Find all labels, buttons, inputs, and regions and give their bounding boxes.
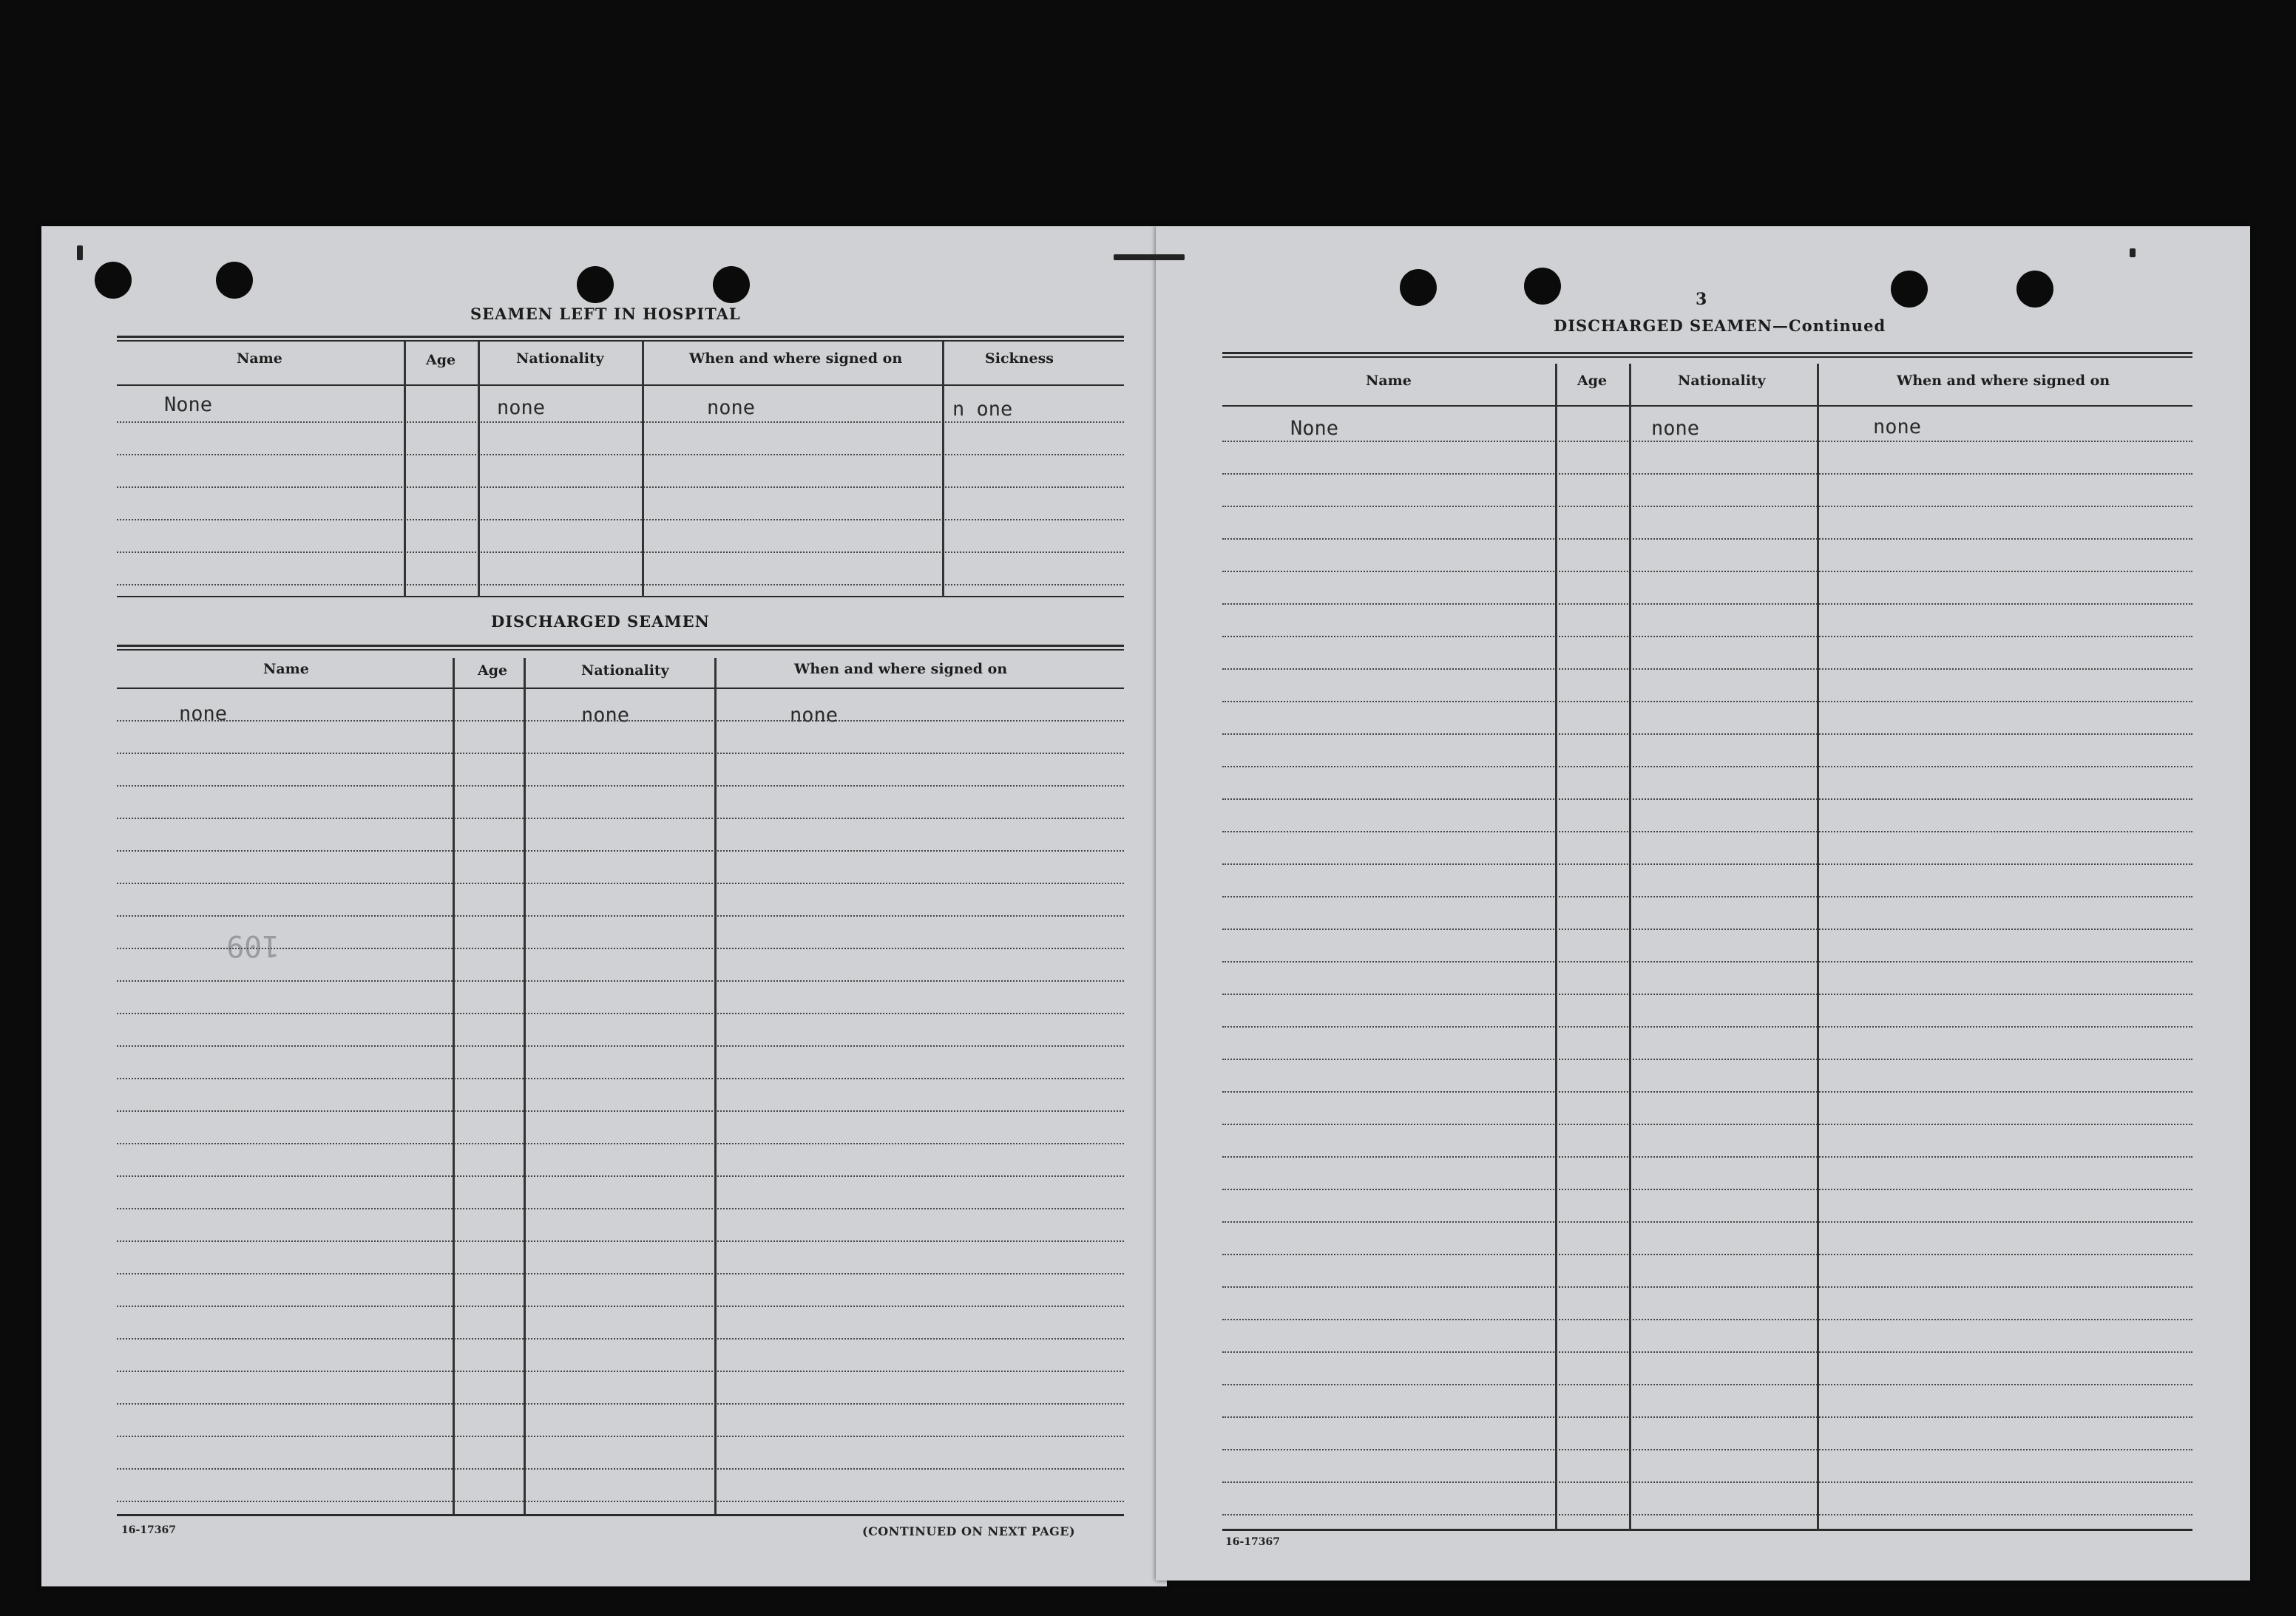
ink-mark: [77, 245, 83, 260]
punch-hole: [95, 262, 132, 299]
hospital-column-divider: [404, 342, 406, 597]
discharged-row-line: [117, 980, 1124, 982]
right-header-rule: [1222, 405, 2192, 407]
right-column-divider: [1555, 364, 1557, 1530]
form-number: 16-17367: [121, 1524, 176, 1536]
hospital-column-divider: [642, 342, 644, 597]
discharged-top-rule: [117, 645, 1124, 647]
discharged-col-signed-on: When and where signed on: [794, 661, 1008, 677]
right-column-divider: [1629, 364, 1631, 1530]
discharged-name-value: none: [179, 702, 228, 725]
right-signed-on-value: none: [1873, 415, 1922, 438]
hospital-top-rule: [117, 336, 1124, 338]
hospital-row-line: [117, 421, 1124, 423]
hospital-nationality-value: none: [497, 396, 546, 419]
discharged-col-nationality: Nationality: [581, 662, 669, 679]
discharged-column-divider: [714, 658, 717, 1514]
right-row-line: [1222, 1351, 2192, 1353]
right-row-line: [1222, 733, 2192, 735]
right-row-line: [1222, 1449, 2192, 1450]
right-row-line: [1222, 1416, 2192, 1418]
hospital-sickness-value: n one: [952, 398, 1013, 421]
right-row-line: [1222, 1091, 2192, 1093]
hospital-row-line: [117, 584, 1124, 585]
right-row-line: [1222, 1059, 2192, 1060]
discharged-row-line: [117, 753, 1124, 754]
right-col-nationality: Nationality: [1678, 373, 1766, 389]
punch-hole: [1524, 268, 1561, 305]
right-row-line: [1222, 538, 2192, 540]
discharged-row-line: [117, 818, 1124, 819]
discharged-column-divider: [453, 658, 455, 1514]
right-row-line: [1222, 1514, 2192, 1515]
discharged-col-age: Age: [478, 662, 508, 679]
discharged-top-rule-2: [117, 649, 1124, 651]
discharged-row-line: [117, 1045, 1124, 1047]
right-row-line: [1222, 1189, 2192, 1190]
right-row-line: [1222, 603, 2192, 605]
punch-hole: [713, 266, 750, 303]
ink-mark: [2130, 248, 2136, 257]
right-row-line: [1222, 1221, 2192, 1223]
right-row-line: [1222, 766, 2192, 767]
right-form-number: 16-17367: [1225, 1536, 1280, 1548]
discharged-row-line: [117, 1110, 1124, 1112]
discharged-row-line: [117, 915, 1124, 917]
discharged-continued-title: DISCHARGED SEAMEN—Continued: [1554, 316, 1886, 335]
left-page: [41, 226, 1167, 1586]
right-row-line: [1222, 1254, 2192, 1255]
punch-hole: [1891, 271, 1928, 308]
punch-hole: [216, 262, 253, 299]
right-row-line: [1222, 1384, 2192, 1385]
hospital-bottom-rule: [117, 596, 1124, 597]
discharged-row-line: [117, 1013, 1124, 1014]
right-top-rule-2: [1222, 356, 2192, 358]
right-row-line: [1222, 961, 2192, 963]
right-nationality-value: none: [1651, 417, 1700, 440]
right-row-line: [1222, 798, 2192, 800]
discharged-row-line: [117, 1436, 1124, 1437]
right-page: [1156, 226, 2250, 1581]
continued-note: (CONTINUED ON NEXT PAGE): [862, 1524, 1076, 1538]
right-row-line: [1222, 441, 2192, 442]
right-col-name: Name: [1366, 373, 1412, 389]
right-row-line: [1222, 506, 2192, 507]
right-row-line: [1222, 896, 2192, 897]
discharged-row-line: [117, 1240, 1124, 1242]
discharged-col-name: Name: [263, 661, 309, 677]
discharged-row-line: [117, 1175, 1124, 1177]
hospital-header-rule: [117, 384, 1124, 386]
right-row-line: [1222, 994, 2192, 995]
discharged-row-line: [117, 1273, 1124, 1274]
hospital-col-nationality: Nationality: [516, 350, 604, 367]
discharged-row-line: [117, 883, 1124, 884]
right-top-rule: [1222, 352, 2192, 354]
discharged-header-rule: [117, 688, 1124, 689]
discharged-row-line: [117, 1468, 1124, 1470]
discharged-nationality-value: none: [581, 704, 630, 727]
hospital-col-name: Name: [237, 350, 282, 367]
hospital-row-line: [117, 551, 1124, 553]
ink-mark: [1114, 254, 1185, 260]
page-stamp: 109: [226, 928, 280, 963]
discharged-signed-on-value: none: [790, 704, 839, 727]
hospital-name-value: None: [164, 393, 213, 416]
hospital-signed-on-value: none: [707, 396, 756, 419]
right-row-line: [1222, 831, 2192, 832]
hospital-col-age: Age: [426, 352, 456, 368]
hospital-column-divider: [478, 342, 480, 597]
discharged-row-line: [117, 1501, 1124, 1502]
right-column-divider: [1817, 364, 1819, 1530]
discharged-section-title: DISCHARGED SEAMEN: [491, 612, 710, 631]
right-row-line: [1222, 473, 2192, 475]
hospital-column-divider: [942, 342, 944, 597]
right-row-line: [1222, 1481, 2192, 1483]
hospital-section-title: SEAMEN LEFT IN HOSPITAL: [470, 305, 741, 323]
punch-hole: [577, 266, 614, 303]
right-bottom-rule: [1222, 1529, 2192, 1531]
punch-hole: [2016, 271, 2053, 308]
page-number: 3: [1696, 290, 1707, 309]
punch-hole: [1400, 269, 1437, 306]
right-row-line: [1222, 1124, 2192, 1125]
discharged-row-line: [117, 1403, 1124, 1405]
hospital-top-rule-2: [117, 340, 1124, 342]
discharged-row-line: [117, 785, 1124, 787]
right-name-value: None: [1290, 417, 1339, 440]
discharged-column-divider: [524, 658, 526, 1514]
hospital-col-signed-on: When and where signed on: [689, 350, 903, 367]
discharged-bottom-rule: [117, 1514, 1124, 1516]
right-row-line: [1222, 1319, 2192, 1320]
right-row-line: [1222, 668, 2192, 670]
discharged-row-line: [117, 948, 1124, 949]
discharged-row-line: [117, 1078, 1124, 1079]
right-row-line: [1222, 636, 2192, 637]
discharged-row-line: [117, 1338, 1124, 1340]
right-row-line: [1222, 1026, 2192, 1028]
hospital-col-sickness: Sickness: [985, 350, 1054, 367]
right-row-line: [1222, 928, 2192, 930]
hospital-row-line: [117, 454, 1124, 455]
right-row-line: [1222, 1156, 2192, 1158]
discharged-row-line: [117, 1143, 1124, 1144]
discharged-row-line: [117, 1371, 1124, 1372]
discharged-row-line: [117, 850, 1124, 852]
right-col-signed-on: When and where signed on: [1897, 373, 2110, 389]
discharged-row-line: [117, 1306, 1124, 1307]
hospital-row-line: [117, 486, 1124, 488]
right-row-line: [1222, 571, 2192, 572]
right-row-line: [1222, 701, 2192, 702]
right-row-line: [1222, 863, 2192, 865]
hospital-row-line: [117, 519, 1124, 520]
discharged-row-line: [117, 1208, 1124, 1209]
right-col-age: Age: [1577, 373, 1608, 389]
discharged-row-line: [117, 720, 1124, 722]
right-row-line: [1222, 1286, 2192, 1288]
